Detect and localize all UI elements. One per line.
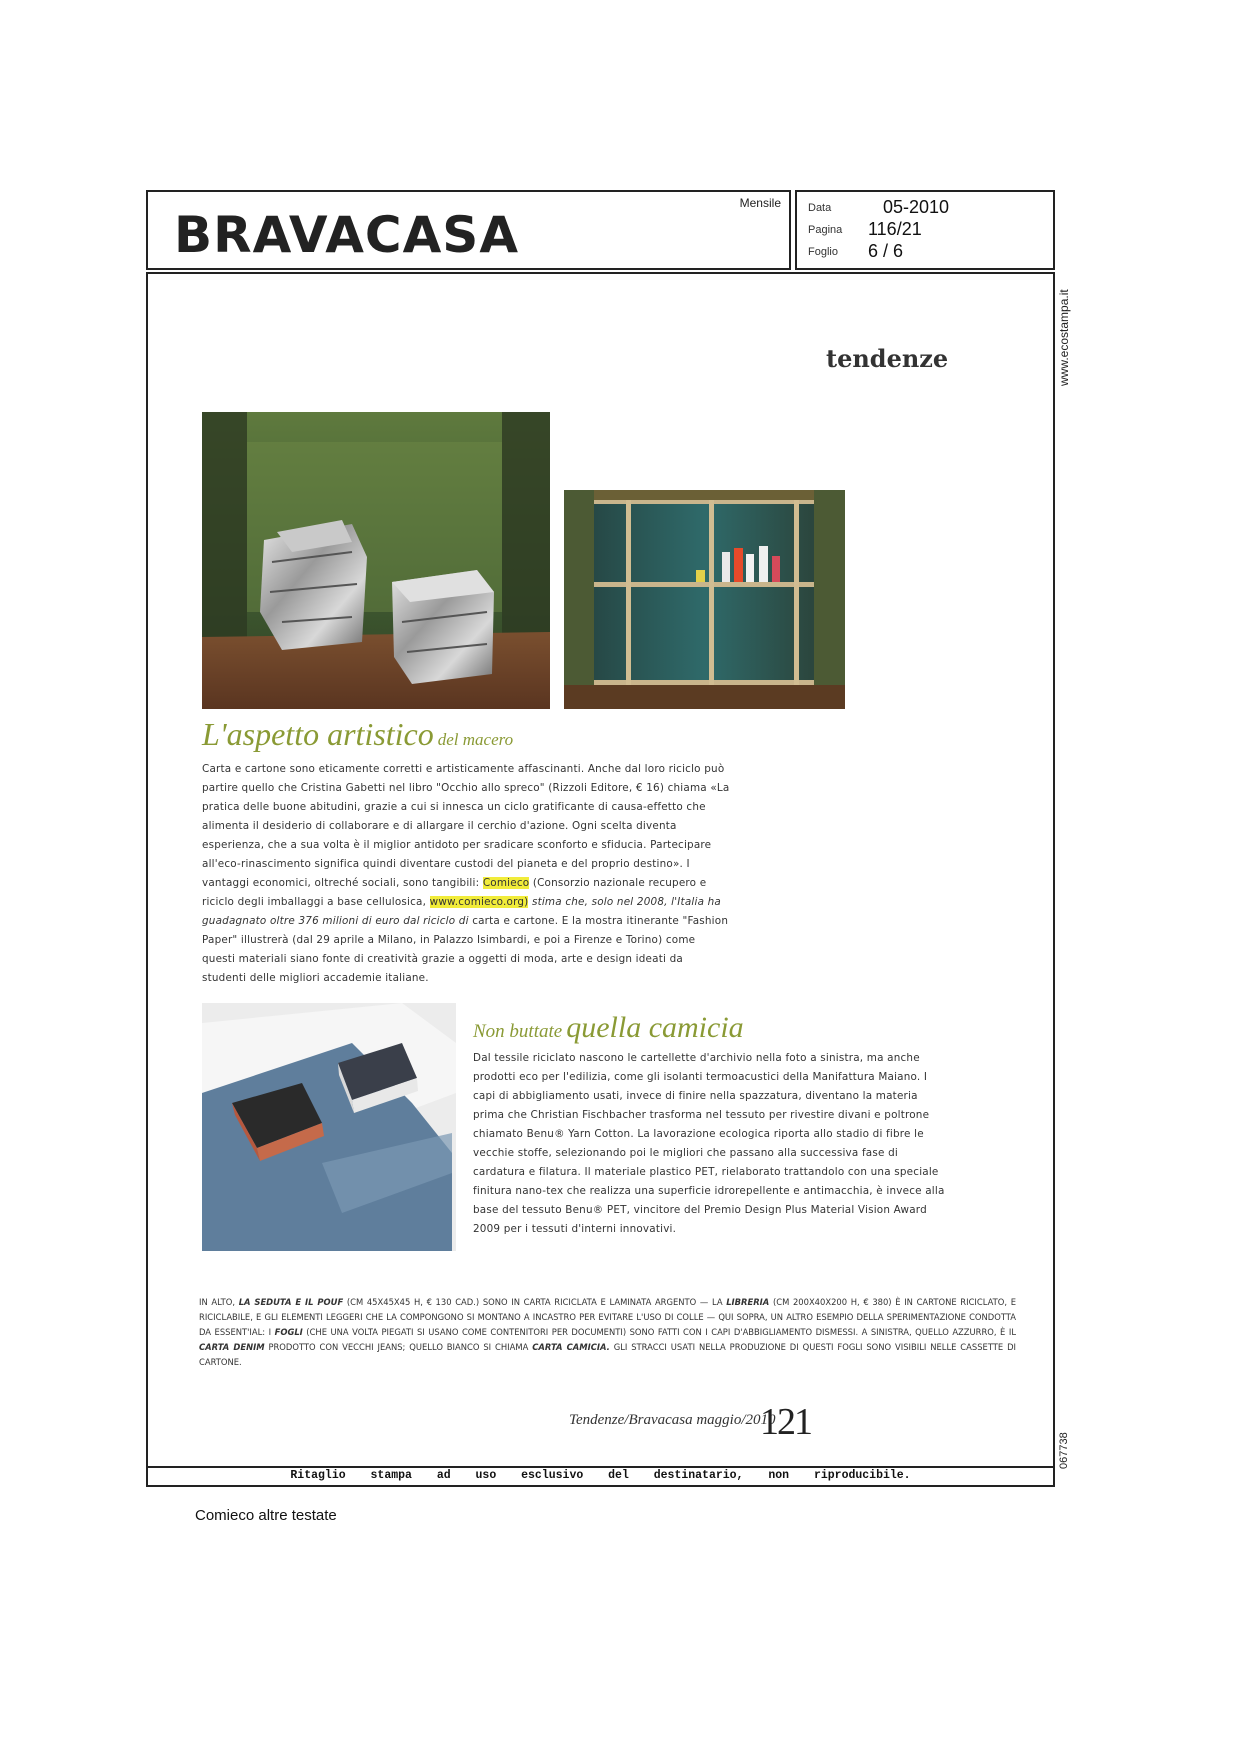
meta-value: 05-2010 — [883, 197, 950, 217]
article-body-artistic — [202, 760, 730, 988]
caption-text: IN ALTO, — [199, 1297, 236, 1307]
meta-value: 116/21 — [868, 219, 922, 239]
caption-bold: CARTA DENIM — [199, 1342, 265, 1352]
caption-bold: FOGLI — [274, 1327, 303, 1337]
article-title-camicia — [473, 1011, 744, 1045]
title-lead: Non buttate — [473, 1021, 563, 1042]
photo-caption — [199, 1295, 1016, 1370]
caption-text: (CM 45X45X45 H, € 130 CAD.) SONO IN CARTA RICICLATA E LAMINATA ARGENTO — LA — [346, 1297, 723, 1307]
body-text: carta e cartone. E la mostra itinerante "Fashion Paper" illustrerà (dal 29 aprile a Milano, in Palazzo Isimbardi, e poi a Firenze e Torino) come questi materiali siano fonte di creatività grazie a oggetti di moda, arte e design ideati da studenti delle migliori accademie italiane. — [202, 915, 729, 984]
caption-text: (CHE UNA VOLTA PIEGATI SI USANO COME CONTENITORI PER DOCUMENTI) SONO FATTI CON I CAPI D'ABBIGLIAMENTO DISMESSI. A SINISTRA, QUELLO AZZURRO, È IL — [306, 1327, 1016, 1337]
body-text: (Consorzio nazionale recupero e riciclo degli imballaggi a base cellulosica, — [202, 877, 707, 908]
source-label: Comieco altre testate — [195, 1507, 337, 1524]
meta-label: Data — [808, 202, 832, 214]
highlight-comieco-url: www.comieco.org) — [429, 896, 529, 908]
photo-recycled-folders-image — [202, 1003, 456, 1251]
photo-silver-seat-pouf-image — [202, 412, 550, 709]
body-text-italic: stima che, solo nel 2008, l'Italia ha guadagnato oltre 376 milioni di euro dal riciclo di — [202, 896, 721, 927]
article-title-artistic — [202, 716, 513, 753]
caption-bold: LA SEDUTA E IL POUF — [238, 1297, 344, 1307]
photo-recycled-folders — [202, 1003, 456, 1251]
meta-value: 6 / 6 — [868, 241, 904, 261]
caption-bold: LIBRERIA — [726, 1297, 770, 1307]
section-tag: tendenze — [826, 344, 949, 373]
frequency-label: Mensile — [739, 196, 781, 210]
publication-meta-box — [795, 190, 1055, 270]
photo-silver-seat-pouf — [202, 412, 550, 709]
side-url: www.ecostampa.it — [1057, 289, 1071, 387]
masthead-box — [146, 190, 791, 270]
article-body-camicia: Dal tessile riciclato nascono le cartellette d'archivio nella foto a sinistra, ma anche prodotti eco per l'edilizia, come gli isolanti termoacustici della Manifattura Maiano. I capi di abbigliamento usati, invece di finire nella spazzatura, diventano la materia prima che Christian Fischbacher trasforma nel tessuto per rivestire divani e poltrone chiamato Benu® Yarn Cotton. La lavorazione ecologica riporta allo stadio di fibre le vecchie stoffe, selezionando poi le migliori che passano alla successiva fase di cardatura e filatura. Il materiale plastico PET, rielaborato trattandolo con una speciale finitura nano-tex che realizza una superficie idrorepellente e antimacchia, è invece alla base del tessuto Benu® PET, vincitore del Premio Design Plus Material Vision Award 2009 per i tessuti d'interni innovativi. — [473, 1052, 945, 1235]
caption-text: PRODOTTO CON VECCHI JEANS; QUELLO BIANCO SI CHIAMA — [268, 1342, 529, 1352]
caption-text: (CM 200X40X200 H, € 380) È IN CARTONE RICICLATO, E RICICLABILE, E GLI ELEMENTI LEGGERI CHE LA COMPONGONO SI MONTANO A INCASTRO PER EVITARE L'USO DI COLLE — QUI SOPRA, UN ALTRO ESEMPIO DELLA SPERIMENTAZIONE CONDOTTA DA ESSENT'IAL: I — [199, 1297, 1017, 1337]
caption-bold: CARTA CAMICIA. — [532, 1342, 610, 1352]
meta-label: Pagina — [808, 224, 843, 236]
footer-disclaimer: Ritaglio stampa ad uso esclusivo del destinatario, non riproducibile. — [290, 1469, 911, 1482]
photo-cardboard-bookcase-image — [564, 490, 845, 709]
photo-cardboard-bookcase — [564, 490, 845, 709]
title-main: quella camicia — [566, 1011, 744, 1044]
body-text: Carta e cartone sono eticamente corretti e artisticamente affascinanti. Anche dal loro riciclo può partire quello che Cristina Gabetti nel libro "Occhio allo spreco" (Rizzoli Editore, € 16) chiama «La pratica delle buone abitudini, grazie a cui si innesca un ciclo gratificante di causa-effetto che alimenta il desiderio di collaborare e di allargare il cerchio d'azione. Ogni scelta diventa esperienza, che a sua volta è il miglior antidoto per sradicare sconforto e sfiducia. Partecipare all'eco-rinascimento significa quindi diventare custodi del pianeta e del proprio destino». I vantaggi economici, oltreché sociali, sono tangibili: — [202, 763, 730, 889]
side-code: 067738 — [1058, 1432, 1070, 1470]
title-tail: del macero — [437, 730, 514, 749]
highlight-comieco: Comieco — [482, 877, 530, 889]
caption-text: GLI STRACCI USATI NELLA PRODUZIONE DI QUESTI FOGLI SONO VISIBILI NELLE CASSETTE DI CARTONE. — [199, 1342, 1017, 1367]
meta-label: Foglio — [808, 246, 838, 258]
footer-divider — [146, 1466, 1055, 1468]
page-number: 121 — [760, 1401, 811, 1443]
masthead-title: BRAVACASA — [174, 206, 520, 264]
folio-line: Tendenze/Bravacasa maggio/2010 — [569, 1412, 776, 1428]
title-main: L'aspetto artistico — [202, 716, 434, 752]
